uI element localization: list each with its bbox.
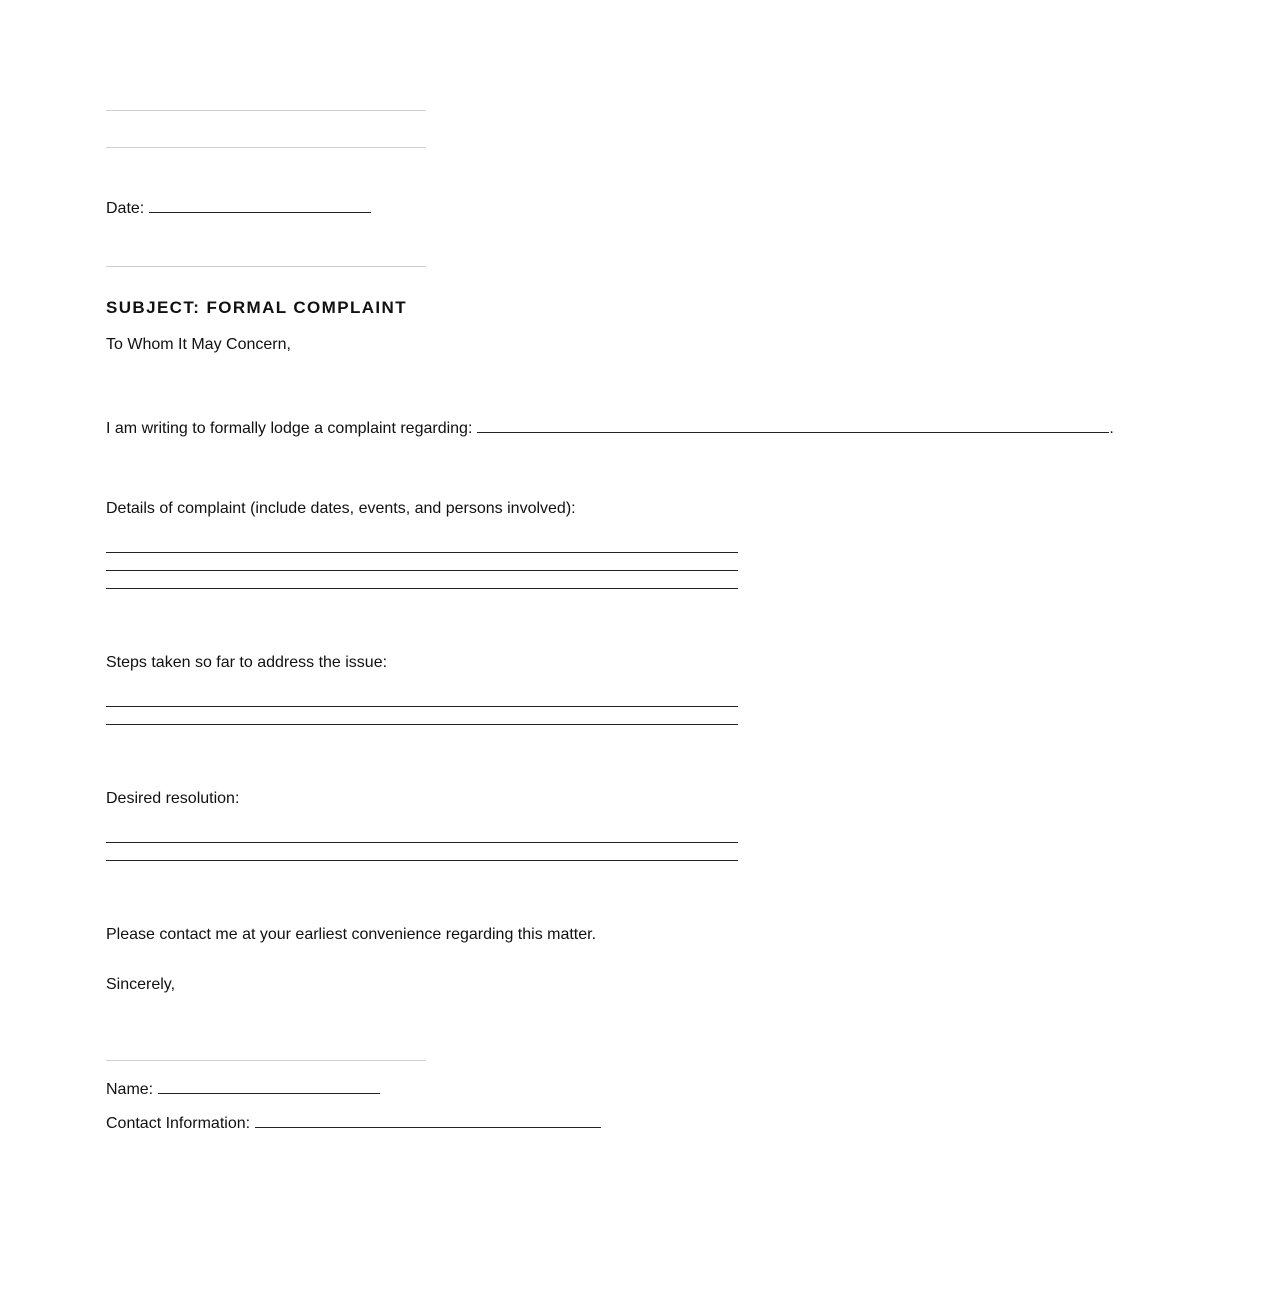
sender-line-2	[106, 147, 426, 148]
complaint-subject-field[interactable]	[477, 417, 1109, 433]
signature-line	[106, 1060, 426, 1061]
name-label: Name:	[106, 1081, 154, 1098]
details-line-1[interactable]	[106, 552, 738, 553]
contact-label: Contact Information:	[106, 1115, 251, 1132]
details-label: Details of complaint (include dates, events, and persons involved):	[106, 500, 576, 517]
details-line-2[interactable]	[106, 570, 738, 571]
complaint-intro-period: .	[1109, 420, 1114, 437]
steps-line-2[interactable]	[106, 724, 738, 725]
closing-request: Please contact me at your earliest convenience regarding this matter.	[106, 926, 597, 943]
resolution-line-1[interactable]	[106, 842, 738, 843]
contact-row	[106, 1112, 601, 1134]
recipient-line	[106, 266, 426, 267]
subject-heading: SUBJECT: FORMAL COMPLAINT	[106, 298, 408, 317]
complaint-intro-row	[106, 417, 1114, 439]
date-label: Date:	[106, 200, 145, 217]
salutation: To Whom It May Concern,	[106, 336, 291, 353]
sign-off: Sincerely,	[106, 976, 176, 993]
complaint-intro-text: I am writing to formally lodge a complaint regarding:	[106, 420, 473, 437]
sender-line-1	[106, 110, 426, 111]
resolution-label: Desired resolution:	[106, 790, 240, 807]
name-row	[106, 1078, 380, 1100]
steps-label: Steps taken so far to address the issue:	[106, 654, 388, 671]
steps-line-1[interactable]	[106, 706, 738, 707]
date-field[interactable]	[149, 197, 371, 213]
resolution-line-2[interactable]	[106, 860, 738, 861]
contact-field[interactable]	[255, 1112, 601, 1128]
name-field[interactable]	[158, 1078, 380, 1094]
date-row	[106, 197, 371, 219]
details-line-3[interactable]	[106, 588, 738, 589]
